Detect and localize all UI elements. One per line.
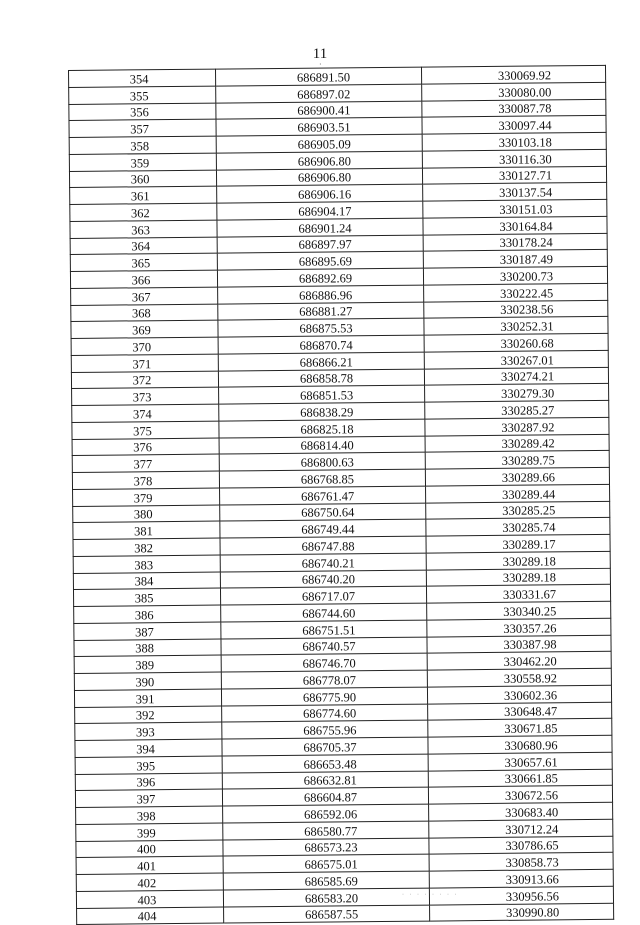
- point-number-cell: 388: [74, 639, 221, 657]
- x-coordinate-cell: 686838.29: [219, 402, 425, 421]
- x-coordinate-cell: 686775.90: [221, 687, 427, 706]
- y-coordinate-cell: 330357.26: [427, 618, 611, 637]
- point-number-cell: 398: [76, 806, 223, 824]
- x-coordinate-cell: 686825.18: [219, 419, 425, 438]
- y-coordinate-cell: 330238.56: [424, 300, 608, 319]
- x-coordinate-cell: 686632.81: [222, 771, 428, 790]
- y-coordinate-cell: 330287.92: [425, 417, 609, 436]
- point-number-cell: 381: [73, 521, 220, 539]
- x-coordinate-cell: 686573.23: [223, 838, 429, 857]
- x-coordinate-cell: 686755.96: [222, 720, 428, 739]
- point-number-cell: 380: [73, 505, 220, 523]
- y-coordinate-cell: 330648.47: [428, 702, 612, 721]
- point-number-cell: 368: [71, 304, 218, 322]
- y-coordinate-cell: 330289.75: [425, 451, 609, 470]
- point-number-cell: 366: [70, 270, 217, 288]
- y-coordinate-cell: 330657.61: [428, 752, 612, 771]
- x-coordinate-cell: 686749.44: [220, 519, 426, 538]
- point-number-cell: 393: [75, 722, 222, 740]
- point-number-cell: 363: [70, 220, 217, 238]
- x-coordinate-cell: 686901.24: [217, 218, 423, 237]
- y-coordinate-cell: 330289.18: [426, 551, 610, 570]
- point-number-cell: 404: [77, 907, 224, 925]
- y-coordinate-cell: 330164.84: [423, 216, 607, 235]
- scan-dots: · · · · · · · ·: [402, 892, 459, 898]
- point-number-cell: 360: [69, 170, 216, 188]
- x-coordinate-cell: 686866.21: [218, 352, 424, 371]
- y-coordinate-cell: 330712.24: [429, 819, 613, 838]
- point-number-cell: 394: [75, 739, 222, 757]
- point-number-cell: 377: [72, 454, 219, 472]
- y-coordinate-cell: 330387.98: [427, 635, 611, 654]
- x-coordinate-cell: 686858.78: [218, 369, 424, 388]
- y-coordinate-cell: 330602.36: [427, 685, 611, 704]
- y-coordinate-cell: 330289.66: [425, 467, 609, 486]
- x-coordinate-cell: 686750.64: [220, 503, 426, 522]
- x-coordinate-cell: 686585.69: [223, 871, 429, 890]
- point-number-cell: 373: [72, 387, 219, 405]
- y-coordinate-cell: 330279.30: [425, 384, 609, 403]
- y-coordinate-cell: 330260.68: [424, 333, 608, 352]
- x-coordinate-cell: 686892.69: [217, 268, 423, 287]
- y-coordinate-cell: 330661.85: [428, 769, 612, 788]
- y-coordinate-cell: 330558.92: [427, 668, 611, 687]
- point-number-cell: 390: [74, 672, 221, 690]
- x-coordinate-cell: 686653.48: [222, 754, 428, 773]
- x-coordinate-cell: 686903.51: [216, 117, 422, 136]
- point-number-cell: 402: [76, 873, 223, 891]
- point-number-cell: 396: [75, 773, 222, 791]
- y-coordinate-cell: 330858.73: [429, 853, 613, 872]
- point-number-cell: 375: [72, 421, 219, 439]
- y-coordinate-cell: 330990.80: [430, 903, 614, 922]
- x-coordinate-cell: 686592.06: [223, 804, 429, 823]
- x-coordinate-cell: 686717.07: [220, 586, 426, 605]
- y-coordinate-cell: 330151.03: [423, 199, 607, 218]
- x-coordinate-cell: 686904.17: [217, 201, 423, 220]
- point-number-cell: 372: [71, 371, 218, 389]
- point-number-cell: 356: [69, 103, 216, 121]
- x-coordinate-cell: 686906.16: [217, 184, 423, 203]
- point-number-cell: 374: [72, 404, 219, 422]
- y-coordinate-cell: 330200.73: [423, 266, 607, 285]
- point-number-cell: 359: [69, 153, 216, 171]
- coordinates-table-body: [69, 65, 614, 924]
- point-number-cell: 370: [71, 337, 218, 355]
- x-coordinate-cell: 686900.41: [216, 101, 422, 120]
- point-number-cell: 391: [74, 689, 221, 707]
- point-number-cell: 355: [69, 86, 216, 104]
- y-coordinate-cell: 330127.71: [422, 166, 606, 185]
- x-coordinate-cell: 686870.74: [218, 335, 424, 354]
- point-number-cell: 378: [72, 471, 219, 489]
- page-number: 11: [312, 46, 328, 62]
- y-coordinate-cell: 330080.00: [422, 82, 606, 101]
- x-coordinate-cell: 686744.60: [221, 603, 427, 622]
- y-coordinate-cell: 330267.01: [424, 350, 608, 369]
- y-coordinate-cell: 330462.20: [427, 652, 611, 671]
- y-coordinate-cell: 330671.85: [428, 719, 612, 738]
- point-number-cell: 369: [71, 320, 218, 338]
- x-coordinate-cell: 686886.96: [218, 285, 424, 304]
- x-coordinate-cell: 686740.57: [221, 637, 427, 656]
- point-number-cell: 397: [75, 789, 222, 807]
- x-coordinate-cell: 686768.85: [219, 469, 425, 488]
- y-coordinate-cell: 330222.45: [424, 283, 608, 302]
- y-coordinate-cell: 330069.92: [421, 65, 605, 84]
- y-coordinate-cell: 330672.56: [428, 786, 612, 805]
- point-number-cell: 357: [69, 119, 216, 137]
- point-number-cell: 365: [70, 253, 217, 271]
- x-coordinate-cell: 686604.87: [222, 787, 428, 806]
- y-coordinate-cell: 330331.67: [426, 585, 610, 604]
- x-coordinate-cell: 686740.21: [220, 553, 426, 572]
- y-coordinate-cell: 330274.21: [424, 367, 608, 386]
- point-number-cell: 371: [71, 354, 218, 372]
- x-coordinate-cell: 686587.55: [224, 905, 430, 924]
- point-number-cell: 403: [76, 890, 223, 908]
- y-coordinate-cell: 330683.40: [429, 802, 613, 821]
- y-coordinate-cell: 330289.17: [426, 534, 610, 553]
- point-number-cell: 362: [70, 203, 217, 221]
- point-number-cell: 399: [76, 823, 223, 841]
- x-coordinate-cell: 686705.37: [222, 737, 428, 756]
- point-number-cell: 386: [74, 605, 221, 623]
- point-number-cell: 382: [73, 538, 220, 556]
- point-number-cell: 395: [75, 756, 222, 774]
- point-number-cell: 400: [76, 840, 223, 858]
- y-coordinate-cell: 330116.30: [422, 149, 606, 168]
- y-coordinate-cell: 330187.49: [423, 250, 607, 269]
- y-coordinate-cell: 330786.65: [429, 836, 613, 855]
- x-coordinate-cell: 686906.80: [216, 168, 422, 187]
- x-coordinate-cell: 686851.53: [219, 385, 425, 404]
- x-coordinate-cell: 686881.27: [218, 302, 424, 321]
- y-coordinate-cell: 330097.44: [422, 116, 606, 135]
- point-number-cell: 387: [74, 622, 221, 640]
- coordinates-table: [68, 65, 613, 924]
- y-coordinate-cell: 330289.44: [426, 484, 610, 503]
- y-coordinate-cell: 330289.18: [426, 568, 610, 587]
- scan-speck: ·: [319, 60, 322, 69]
- y-coordinate-cell: 330285.25: [426, 501, 610, 520]
- y-coordinate-cell: 330285.27: [425, 400, 609, 419]
- x-coordinate-cell: 686778.07: [221, 670, 427, 689]
- y-coordinate-cell: 330285.74: [426, 518, 610, 537]
- y-coordinate-cell: 330340.25: [427, 601, 611, 620]
- point-number-cell: 392: [75, 706, 222, 724]
- point-number-cell: 385: [73, 588, 220, 606]
- point-number-cell: 367: [71, 287, 218, 305]
- x-coordinate-cell: 686897.97: [217, 235, 423, 254]
- x-coordinate-cell: 686575.01: [223, 854, 429, 873]
- y-coordinate-cell: 330137.54: [423, 183, 607, 202]
- x-coordinate-cell: 686895.69: [217, 251, 423, 270]
- point-number-cell: 354: [69, 69, 216, 87]
- y-coordinate-cell: 330178.24: [423, 233, 607, 252]
- x-coordinate-cell: 686751.51: [221, 620, 427, 639]
- point-number-cell: 361: [70, 186, 217, 204]
- x-coordinate-cell: 686746.70: [221, 653, 427, 672]
- point-number-cell: 389: [74, 655, 221, 673]
- x-coordinate-cell: 686875.53: [218, 318, 424, 337]
- x-coordinate-cell: 686583.20: [223, 888, 429, 907]
- point-number-cell: 376: [72, 438, 219, 456]
- x-coordinate-cell: 686800.63: [219, 452, 425, 471]
- x-coordinate-cell: 686891.50: [215, 67, 421, 86]
- x-coordinate-cell: 686906.80: [216, 151, 422, 170]
- y-coordinate-cell: 330913.66: [429, 869, 613, 888]
- y-coordinate-cell: 330680.96: [428, 735, 612, 754]
- y-coordinate-cell: 330956.56: [429, 886, 613, 905]
- point-number-cell: 401: [76, 856, 223, 874]
- x-coordinate-cell: 686761.47: [220, 486, 426, 505]
- y-coordinate-cell: 330087.78: [422, 99, 606, 118]
- point-number-cell: 383: [73, 555, 220, 573]
- point-number-cell: 384: [73, 572, 220, 590]
- x-coordinate-cell: 686905.09: [216, 134, 422, 153]
- x-coordinate-cell: 686580.77: [223, 821, 429, 840]
- x-coordinate-cell: 686774.60: [222, 704, 428, 723]
- point-number-cell: 358: [69, 136, 216, 154]
- x-coordinate-cell: 686814.40: [219, 436, 425, 455]
- y-coordinate-cell: 330103.18: [422, 132, 606, 151]
- y-coordinate-cell: 330252.31: [424, 317, 608, 336]
- y-coordinate-cell: 330289.42: [425, 434, 609, 453]
- x-coordinate-cell: 686897.02: [216, 84, 422, 103]
- x-coordinate-cell: 686740.20: [220, 570, 426, 589]
- point-number-cell: 379: [73, 488, 220, 506]
- point-number-cell: 364: [70, 237, 217, 255]
- x-coordinate-cell: 686747.88: [220, 536, 426, 555]
